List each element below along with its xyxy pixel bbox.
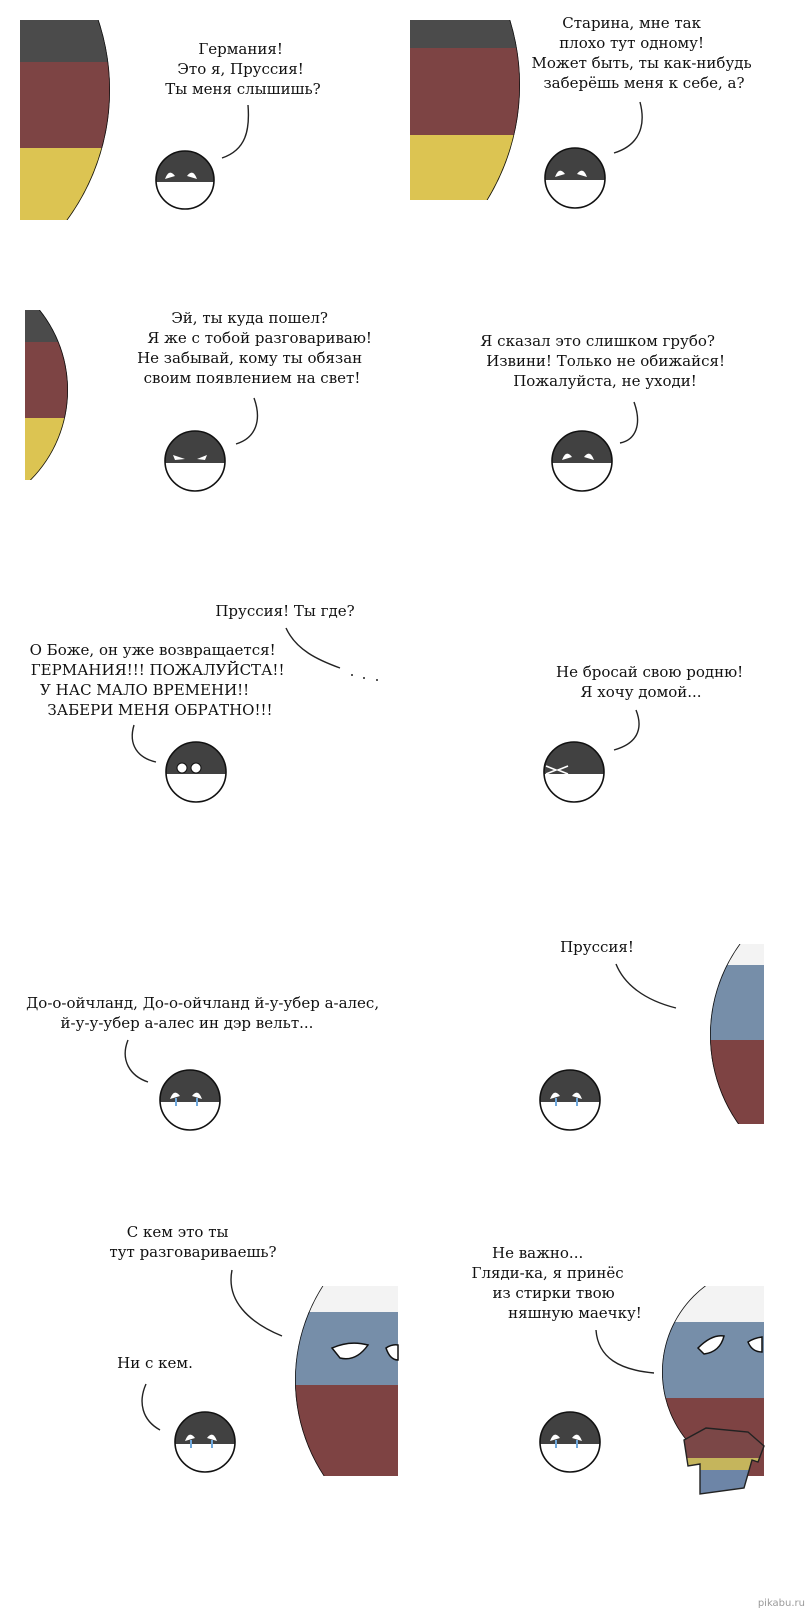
speech-text: До-о-ойчланд, До-о-ойчланд й-у-убер а-алес, й-у-у-убер а-алес ин дэр вельт... xyxy=(26,994,380,1032)
speech-bubble-5 xyxy=(30,641,290,762)
prussia-ball xyxy=(165,431,225,491)
germany-ball xyxy=(0,0,110,320)
prussia-ball xyxy=(545,148,605,208)
germany-ball xyxy=(0,260,68,540)
panel-8 xyxy=(540,860,811,1200)
prussia-ball xyxy=(156,151,214,209)
prussia-ball xyxy=(160,1070,220,1130)
speech-text: Эй, ты куда пошел? Я же с тобой разговариваю! Не забывай, кому ты обязан своим появлением на свет! xyxy=(137,309,372,387)
speech-bubble-6 xyxy=(556,663,748,750)
speech-bubble-7 xyxy=(26,994,384,1082)
speech-text: Германия! Это я, Пруссия! Ты меня слышишь? xyxy=(165,40,321,98)
speech-bubble-1 xyxy=(165,40,320,158)
speech-text: Старина, мне так плохо тут одному! Может быть, ты как-нибудь заберёшь меня к себе, а? xyxy=(531,14,752,92)
russia-ball xyxy=(295,1190,645,1560)
speech-text-russia: Не важно... Гляди-ка, я принёс из стирки твою няшную маечку! xyxy=(471,1244,642,1322)
speech-text: Не бросай свою родню! Я хочу домой... xyxy=(556,663,744,701)
germany-ball xyxy=(80,0,520,320)
prussia-ball xyxy=(166,742,226,802)
speech-bubble-4 xyxy=(480,332,729,443)
speech-text-russia: С кем это ты тут разговариваешь? xyxy=(109,1223,277,1261)
prussia-ball xyxy=(540,1412,600,1472)
prussia-ball xyxy=(175,1412,235,1472)
speech-text: Я сказал это слишком грубо? Извини! Только не обижайся! Пожалуйста, не уходи! xyxy=(480,332,725,390)
speech-bubble-3 xyxy=(137,309,377,444)
speech-bubble-russia-10 xyxy=(472,1244,654,1373)
prussia-ball xyxy=(540,1070,600,1130)
prussia-ball xyxy=(544,742,604,802)
prussia-ball xyxy=(552,431,612,491)
panel-7 xyxy=(26,994,384,1130)
panel-10 xyxy=(472,1244,811,1500)
panel-3 xyxy=(0,260,377,540)
panel-4 xyxy=(480,332,729,491)
speech-text: Пруссия! xyxy=(560,938,634,956)
panel-6 xyxy=(544,663,748,802)
russia-ball xyxy=(710,860,811,1200)
speech-text-germany: Пруссия! Ты где? xyxy=(215,602,355,620)
speech-bubble-8 xyxy=(560,938,676,1008)
speech-text: Ни с кем. xyxy=(117,1354,193,1372)
watermark: pikabu.ru xyxy=(757,1598,805,1609)
speech-text: О Боже, он уже возвращается! ГЕРМАНИЯ!!! ПОЖАЛУЙСТА!! У НАС МАЛО ВРЕМЕНИ!! ЗАБЕРИ МЕНЯ ОБРАТНО!!! xyxy=(29,641,285,719)
speech-bubble-2 xyxy=(532,14,757,153)
speech-bubble-9 xyxy=(117,1354,193,1430)
speech-bubble-russia-9 xyxy=(109,1223,282,1336)
panel-1 xyxy=(0,0,321,320)
panel-5 xyxy=(30,602,378,802)
